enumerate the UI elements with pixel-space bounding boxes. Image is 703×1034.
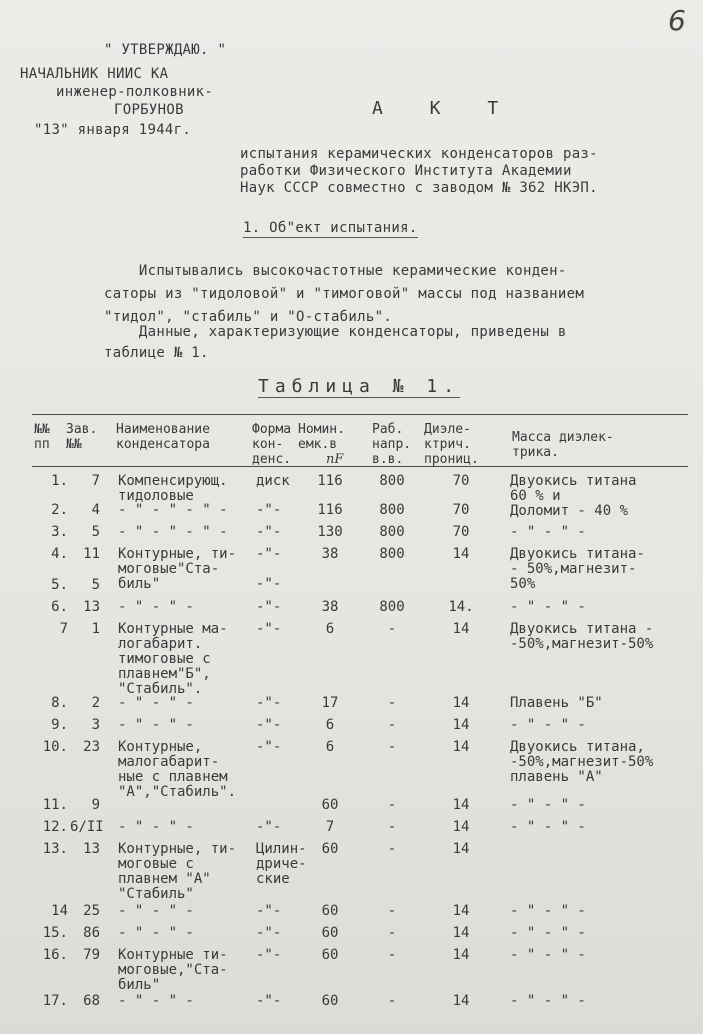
cell-num: 15. [42, 925, 68, 941]
cell-voltage: - [387, 621, 397, 637]
cell-form: -"- [256, 739, 282, 755]
header-dielectric: Диэле- ктрич. прониц. [424, 422, 479, 467]
cell-mass: - " - " - [510, 925, 586, 941]
header-zav: Зав. №№ [66, 422, 98, 452]
cell-voltage: 800 [379, 599, 405, 615]
cell-mass: - " - " - [510, 599, 586, 615]
cell-mass: - " - " - [510, 797, 586, 813]
cell-dielectric: 14 [452, 797, 470, 813]
cell-num: 5. [51, 577, 68, 593]
cell-num: 4. [51, 546, 68, 562]
header-num: №№ пп [34, 422, 50, 452]
cell-mass: - " - " - [510, 947, 586, 963]
cell-name: Контурные ма- логабарит. тимоговые с плавнем"Б", "Стабиль". [118, 621, 228, 697]
cell-mass: Двуокись титана - -50%,магнезит-50% [510, 621, 654, 652]
cell-capacitance: 6 [325, 621, 335, 637]
cell-form: -"- [256, 524, 282, 540]
cell-num: 12. [42, 819, 68, 835]
cell-voltage: - [387, 739, 397, 755]
approval-rank: инженер-полковник- [56, 84, 214, 100]
cell-dielectric: 14 [452, 546, 470, 562]
cell-num: 8. [51, 695, 68, 711]
cell-capacitance: 60 [321, 993, 339, 1009]
cell-num: 9. [51, 717, 68, 733]
page-number: 6 [668, 4, 687, 37]
cell-form: -"- [256, 599, 282, 615]
cell-capacitance: 6 [325, 739, 335, 755]
cell-voltage: - [387, 947, 397, 963]
cell-dielectric: 14 [452, 717, 470, 733]
cell-zav: 3 [91, 717, 100, 733]
cell-zav: 9 [91, 797, 100, 813]
cell-form: -"- [256, 819, 282, 835]
cell-capacitance: 60 [321, 903, 339, 919]
cell-capacitance: 60 [321, 947, 339, 963]
cell-zav: 68 [83, 993, 100, 1009]
cell-zav: 79 [83, 947, 100, 963]
cell-dielectric: 70 [452, 502, 470, 518]
header-name: Наименование конденсатора [116, 422, 210, 452]
cell-name: - " - " - [118, 819, 194, 835]
cell-form: -"- [256, 717, 282, 733]
cell-zav: 1 [91, 621, 100, 637]
cell-name: - " - " - [118, 695, 194, 711]
cell-zav: 7 [91, 473, 100, 489]
cell-num: 10. [42, 739, 68, 755]
cell-capacitance: 6 [325, 717, 335, 733]
table-top-rule [32, 414, 688, 415]
cell-zav: 13 [83, 599, 100, 615]
cell-voltage: 800 [379, 502, 405, 518]
cell-num: 11. [42, 797, 68, 813]
cell-capacitance: 116 [317, 473, 343, 489]
header-voltage: Раб. напр. в.в. [372, 422, 412, 467]
cell-capacitance: 38 [321, 599, 339, 615]
cell-capacitance: 60 [321, 797, 339, 813]
approval-position: НАЧАЛЬНИК НИИС КА [20, 66, 169, 82]
cell-zav: 6/II [70, 819, 104, 835]
cell-name: - " - " - [118, 717, 194, 733]
cell-num: 16. [42, 947, 68, 963]
cell-dielectric: 14. [448, 599, 474, 615]
cell-voltage: - [387, 993, 397, 1009]
cell-form: Цилин- дриче- ские [256, 841, 307, 887]
cell-dielectric: 14 [452, 903, 470, 919]
cell-num: 17. [42, 993, 68, 1009]
cell-num: 13. [42, 841, 68, 857]
cell-name: Компенсирующ. тидоловые [118, 473, 228, 504]
cell-form: -"- [256, 695, 282, 711]
cell-zav: 5 [91, 524, 100, 540]
cell-zav: 2 [91, 695, 100, 711]
cell-mass: - " - " - [510, 717, 586, 733]
cell-dielectric: 14 [452, 819, 470, 835]
cell-dielectric: 14 [452, 695, 470, 711]
cell-dielectric: 14 [452, 947, 470, 963]
cell-mass: Двуокись титана 60 % и Доломит - 40 % [510, 473, 637, 519]
cell-voltage: 800 [379, 546, 405, 562]
cell-voltage: 800 [379, 524, 405, 540]
paragraph-description: Испытывались высокочастотные керамические конден- саторы из "тидоловой" и "тимоговой" массы под названием "тидол", "стабиль" и "О-стабиль". [104, 263, 585, 325]
cell-voltage: - [387, 903, 397, 919]
cell-num: 3. [51, 524, 68, 540]
cell-dielectric: 70 [452, 524, 470, 540]
cell-name: - " - " - " - [118, 502, 228, 518]
cell-name: Контурные, малогабарит- ные с плавнем "А","Стабиль". [118, 739, 237, 800]
cell-num: 6. [51, 599, 68, 615]
cell-dielectric: 14 [452, 925, 470, 941]
cell-num: 14 [51, 903, 68, 919]
cell-mass: - " - " - [510, 819, 586, 835]
cell-num: 7 [59, 621, 68, 637]
cell-voltage: - [387, 717, 397, 733]
cell-zav: 25 [83, 903, 100, 919]
cell-form: диск [256, 473, 290, 489]
cell-name: Контурные, ти- моговые с плавнем "А" "Стабиль" [118, 841, 237, 902]
cell-form: -"- [256, 502, 282, 518]
document-title: А К Т [372, 98, 517, 119]
cell-capacitance: 17 [321, 695, 339, 711]
cell-dielectric: 14 [452, 739, 470, 755]
approval-stamp: " УТВЕРЖДАЮ. " [104, 42, 227, 58]
document-subtitle: испытания керамических конденсаторов раз- работки Физического Института Академии Наук СССР совместно с заводом № 362 НКЭП. [240, 146, 598, 196]
cell-dielectric: 14 [452, 621, 470, 637]
cell-mass: - " - " - [510, 524, 586, 540]
cell-zav: 86 [83, 925, 100, 941]
cell-name: Контурные ти- моговые,"Ста- биль" [118, 947, 228, 993]
cell-capacitance: 38 [321, 546, 339, 562]
cell-form: -"- [256, 925, 282, 941]
cell-form: -"- [256, 621, 282, 637]
cell-zav: 23 [83, 739, 100, 755]
cell-capacitance: 60 [321, 925, 339, 941]
cell-mass: - " - " - [510, 903, 586, 919]
cell-name: - " - " - [118, 599, 194, 615]
cell-name: - " - " - " - [118, 524, 228, 540]
section-heading: 1. Об"ект испытания. [243, 220, 418, 236]
cell-capacitance: 7 [325, 819, 335, 835]
cell-capacitance: 116 [317, 502, 343, 518]
cell-dielectric: 14 [452, 993, 470, 1009]
cell-dielectric: 14 [452, 841, 470, 857]
cell-mass: Двуокись титана, -50%,магнезит-50% плавень "А" [510, 739, 654, 785]
header-capacitance: Номин. емк.в [298, 422, 345, 452]
header-mass: Масса диэлек- трика. [512, 430, 614, 460]
cell-voltage: - [387, 819, 397, 835]
cell-zav: 11 [83, 546, 100, 562]
cell-name: - " - " - [118, 993, 194, 1009]
cell-zav: 4 [91, 502, 100, 518]
table-header-rule [32, 466, 688, 467]
cell-capacitance: 60 [321, 841, 339, 857]
cell-zav: 5 [91, 577, 100, 593]
cell-capacitance: 130 [317, 524, 343, 540]
cell-name: Контурные, ти- моговые"Ста- биль" [118, 546, 237, 592]
cell-voltage: - [387, 695, 397, 711]
cell-name: - " - " - [118, 925, 194, 941]
cell-mass: - " - " - [510, 993, 586, 1009]
cell-name: - " - " - [118, 903, 194, 919]
table-title: Таблица № 1. [258, 376, 461, 397]
header-form: Форма кон- денс. [252, 422, 292, 467]
cell-form: -"- [256, 903, 282, 919]
cell-zav: 13 [83, 841, 100, 857]
paragraph-table-ref: Данные, характеризующие конденсаторы, приведены в таблице № 1. [104, 324, 567, 361]
cell-dielectric: 70 [452, 473, 470, 489]
header-capacitance-unit: пF [326, 452, 344, 467]
cell-form: -"- [256, 947, 282, 963]
cell-num: 2. [51, 502, 68, 518]
cell-voltage: - [387, 797, 397, 813]
cell-mass: Плавень "Б" [510, 695, 603, 711]
cell-num: 1. [51, 473, 68, 489]
cell-voltage: - [387, 841, 397, 857]
cell-form: -"- [256, 993, 282, 1009]
cell-mass: Двуокись титана- - 50%,магнезит- 50% [510, 546, 645, 592]
approval-signatory: ГОРБУНОВ [114, 102, 184, 118]
approval-date: "13" января 1944г. [34, 122, 192, 138]
cell-voltage: - [387, 925, 397, 941]
cell-voltage: 800 [379, 473, 405, 489]
cell-form: -"- -"- [256, 546, 282, 592]
